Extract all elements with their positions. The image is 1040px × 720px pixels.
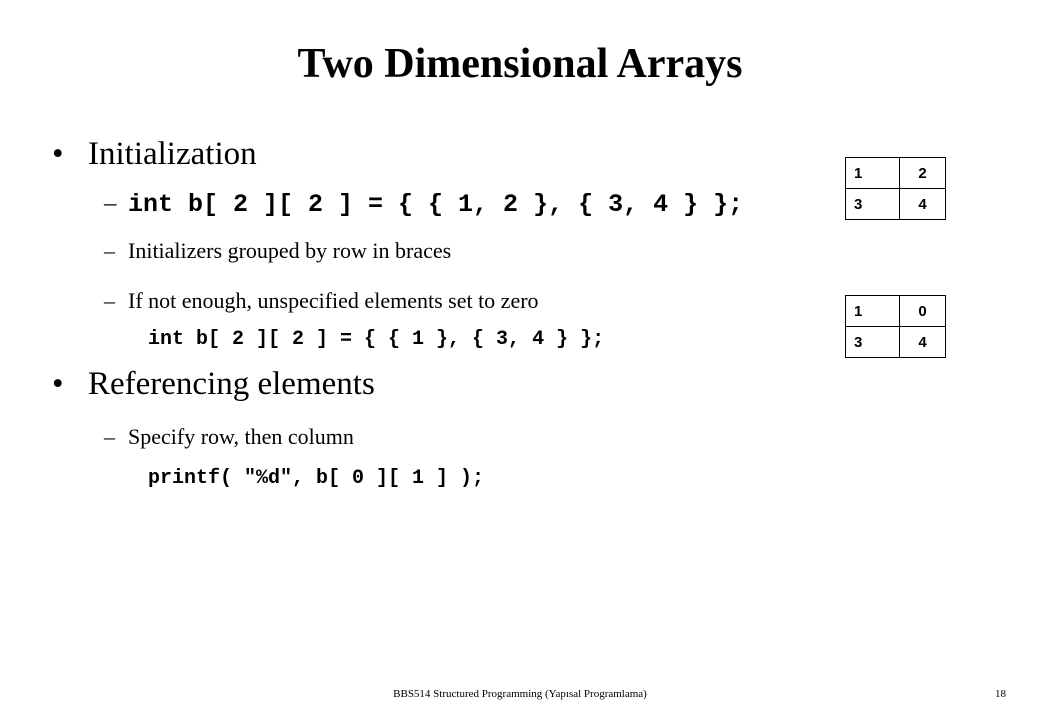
code-init: int b[ 2 ][ 2 ] = { { 1, 2 }, { 3, 4 } }; (128, 190, 744, 219)
grid-cell: 4 (900, 327, 946, 358)
dash-marker: – (104, 238, 115, 263)
dash-marker: – (104, 424, 115, 449)
sub-zero-fill (104, 288, 539, 314)
sub-zero-fill-label: If not enough, unspecified elements set to zero (128, 288, 539, 313)
grid-cell: 3 (846, 189, 900, 220)
slide-title: Two Dimensional Arrays (297, 41, 743, 87)
page-number: 18 (995, 688, 1006, 700)
dash-marker: – (104, 190, 117, 217)
bullet-referencing (52, 366, 375, 403)
bullet-marker: • (52, 136, 64, 172)
sub-row-grouping-label: Initializers grouped by row in braces (128, 238, 452, 263)
bullet-initialization (52, 136, 257, 173)
grid-row (846, 189, 946, 220)
grid-cell: 1 (846, 296, 900, 327)
footer-course: BBS514 Structured Programming (Yapısal Programlama) (393, 688, 647, 700)
grid-row (846, 296, 946, 327)
array-grid-partial (845, 295, 946, 358)
sub-specify (104, 424, 354, 450)
code-printf: printf( "%d", b[ 0 ][ 1 ] ); (148, 467, 485, 490)
grid-cell: 2 (900, 158, 946, 189)
code-partial-init: int b[ 2 ][ 2 ] = { { 1 }, { 3, 4 } }; (148, 328, 605, 351)
grid-row (846, 158, 946, 189)
grid-cell: 3 (846, 327, 900, 358)
array-grid-full (845, 157, 946, 220)
sub-code-init (104, 190, 743, 219)
dash-marker: – (104, 288, 115, 313)
grid-cell: 1 (846, 158, 900, 189)
grid-row (846, 327, 946, 358)
grid-cell: 0 (900, 296, 946, 327)
sub-specify-label: Specify row, then column (128, 424, 354, 449)
bullet-marker: • (52, 366, 64, 402)
grid-cell: 4 (900, 189, 946, 220)
bullet-initialization-label: Initialization (88, 136, 257, 172)
bullet-referencing-label: Referencing elements (88, 366, 375, 402)
sub-row-grouping (104, 238, 451, 264)
